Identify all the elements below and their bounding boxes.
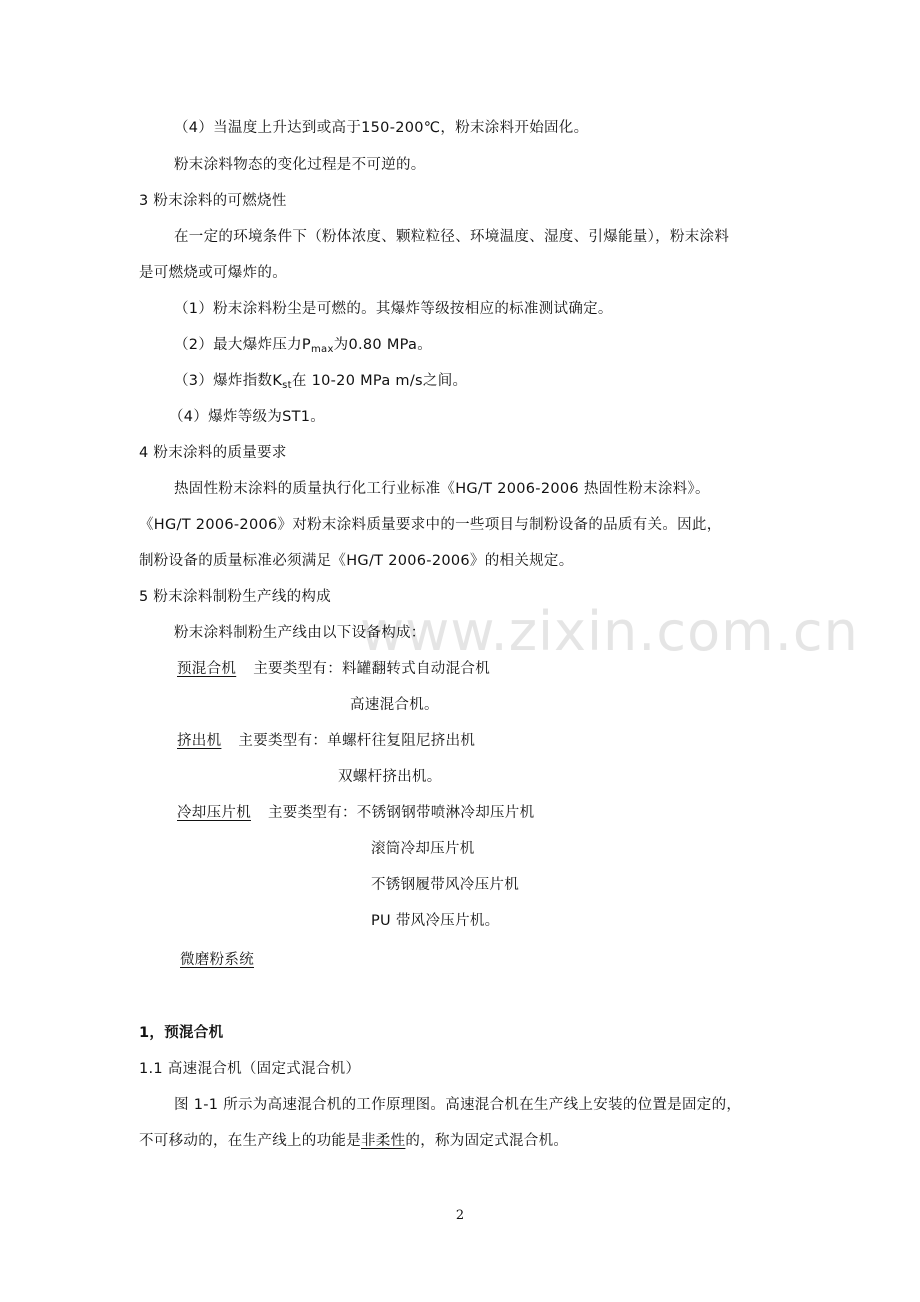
section-heading-5: 5 粉末涂料制粉生产线的构成 [139,589,332,605]
equipment-cooling-press-continued-3: PU 带风冷压片机。 [371,913,500,929]
equipment-types-premixer: 主要类型有：料罐翻转式自动混合机 [253,661,491,677]
equipment-extruder-continued: 双螺杆挤出机。 [338,769,442,785]
paragraph-quality-line1: 热固性粉末涂料的质量执行化工行业标准《HG/T 2006-2006 热固性粉末涂料》。 [174,481,710,497]
pressure-label: （2）最大爆炸压力P [174,337,311,353]
list-item-2-pressure [174,335,432,355]
subsection-heading-1-1: 1.1 高速混合机（固定式混合机） [139,1061,361,1077]
index-label: （3）爆炸指数K [174,373,283,389]
paragraph-mixer-line2-end: 的，称为固定式混合机。 [405,1133,569,1149]
equipment-name-extruder: 挤出机 [177,733,222,749]
paragraph-combustibility-line1: 在一定的环境条件下（粉体浓度、颗粒粒径、环境温度、湿度、引爆能量），粉末涂料 [174,229,730,245]
equipment-types-extruder: 主要类型有：单螺杆往复阻尼挤出机 [238,733,476,749]
kst-subscript: st [282,380,292,391]
equipment-types-cooling-press: 主要类型有：不锈钢钢带喷淋冷却压片机 [268,805,535,821]
equipment-cooling-press-continued-2: 不锈钢履带风冷压片机 [371,877,519,893]
equipment-extruder [177,731,475,751]
paragraph-irreversible: 粉末涂料物态的变化过程是不可逆的。 [174,157,426,173]
paragraph-line-composition: 粉末涂料制粉生产线由以下设备构成： [174,625,426,641]
pmax-subscript: max [310,344,334,355]
paragraph-mixer-line2-start: 不可移动的，在生产线上的功能是 [139,1133,361,1149]
section-heading-4: 4 粉末涂料的质量要求 [139,445,287,461]
list-item-4-class: （4）爆炸等级为ST1。 [169,409,326,425]
paragraph-mixer-line1: 图 1-1 所示为高速混合机的工作原理图。高速混合机在生产线上安装的位置是固定的， [174,1097,742,1113]
paragraph-quality-line3: 制粉设备的质量标准必须满足《HG/T 2006-2006》的相关规定。 [139,553,574,569]
paragraph-mixer-line2 [139,1131,568,1151]
equipment-premixer-continued: 高速混合机。 [350,697,439,713]
pressure-value: 为0.80 MPa。 [333,337,433,353]
equipment-name-micro-grinding: 微磨粉系统 [180,952,254,968]
paragraph-quality-line2: 《HG/T 2006-2006》对粉末涂料质量要求中的一些项目与制粉设备的品质有关。因此， [139,517,722,533]
page-number: 2 [455,1208,465,1223]
non-flexible-term: 非柔性 [361,1133,406,1149]
list-item-4-curing: （4）当温度上升达到或高于150-200℃，粉末涂料开始固化。 [174,120,589,136]
index-value: 在 10-20 MPa m/s之间。 [291,373,468,389]
equipment-micro-grinding [180,950,254,970]
paragraph-combustibility-line2: 是可燃烧或可爆炸的。 [139,265,287,281]
watermark: www.zixin.com.cn [360,600,859,663]
equipment-cooling-press-continued-1: 滚筒冷却压片机 [371,841,475,857]
equipment-cooling-press [177,803,534,823]
list-item-1-dust: （1）粉末涂料粉尘是可燃的。其爆炸等级按相应的标准测试确定。 [174,301,613,317]
equipment-name-premixer: 预混合机 [177,661,237,677]
list-item-3-index [174,371,467,391]
equipment-name-cooling-press: 冷却压片机 [177,805,251,821]
section-heading-3: 3 粉末涂料的可燃烧性 [139,193,287,209]
chapter-heading-1: 1，预混合机 [139,1025,224,1041]
equipment-premixer [177,659,490,679]
